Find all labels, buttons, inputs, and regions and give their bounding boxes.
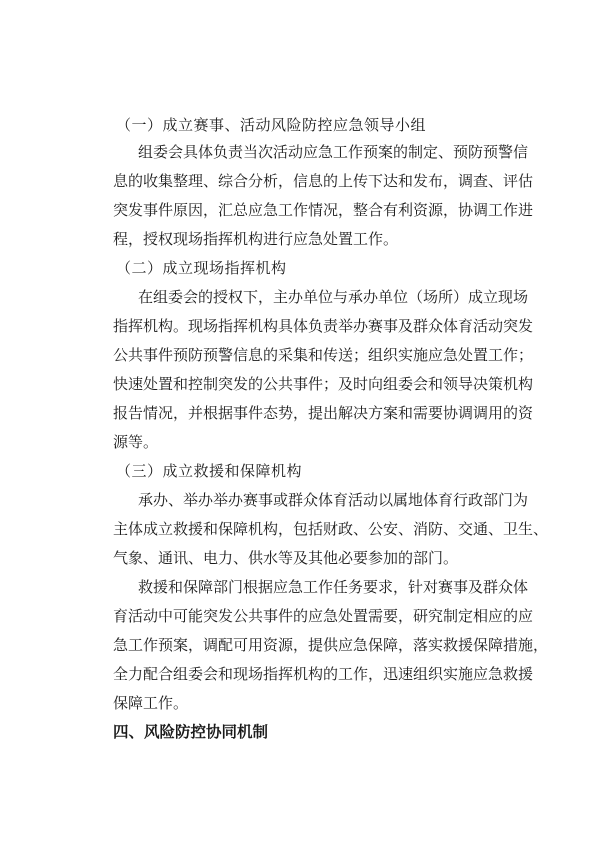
paragraph-line: 承办、举办举办赛事或群众体育活动以属地体育行政部门为 [138,491,529,509]
paragraph-line: 急工作预案，调配可用资源，提供应急保障，落实救援保障措施， [113,636,549,654]
paragraph-line: 指挥机构。现场指挥机构具体负责举办赛事及群众体育活动突发 [113,317,534,335]
section-heading-risk-coordination: 四、风险防控协同机制 [113,723,269,741]
section-heading-rescue-agency: （三）成立救援和保障机构 [116,462,303,480]
section-heading-leadership-group: （一）成立赛事、活动风险防控应急领导小组 [116,116,427,134]
paragraph-line: 气象、通讯、电力、供水等及其他必要参加的部门。 [113,549,459,567]
paragraph-line: 源等。 [113,433,159,451]
paragraph-line: 报告情况，并根据事件态势，提出解决方案和需要协调调用的资 [113,404,534,422]
paragraph-line: 全力配合组委会和现场指挥机构的工作，迅速组织实施应急救援 [113,665,534,683]
paragraph-line: 公共事件预防预警信息的采集和传送；组织实施应急处置工作； [113,346,534,364]
paragraph-line: 主体成立救援和保障机构，包括财政、公安、消防、交通、卫生、 [113,520,549,538]
paragraph-line: 保障工作。 [113,694,189,712]
paragraph-line: 息的收集整理、综合分析，信息的上传下达和发布，调查、评估 [113,172,534,190]
paragraph-line: 快速处置和控制突发的公共事件；及时向组委会和领导决策机构 [113,375,534,393]
paragraph-line: 救援和保障部门根据应急工作任务要求，针对赛事及群众体 [138,578,529,596]
paragraph-line: 育活动中可能突发公共事件的应急处置需要，研究制定相应的应 [113,607,534,625]
paragraph-line: 程，授权现场指挥机构进行应急处置工作。 [113,230,399,248]
paragraph-line: 在组委会的授权下，主办单位与承办单位（场所）成立现场 [138,288,529,306]
section-heading-command-agency: （二）成立现场指挥机构 [116,259,287,277]
paragraph-line: 组委会具体负责当次活动应急工作预案的制定、预防预警信 [138,143,529,161]
paragraph-line: 突发事件原因，汇总应急工作情况，整合有利资源，协调工作进 [113,201,534,219]
